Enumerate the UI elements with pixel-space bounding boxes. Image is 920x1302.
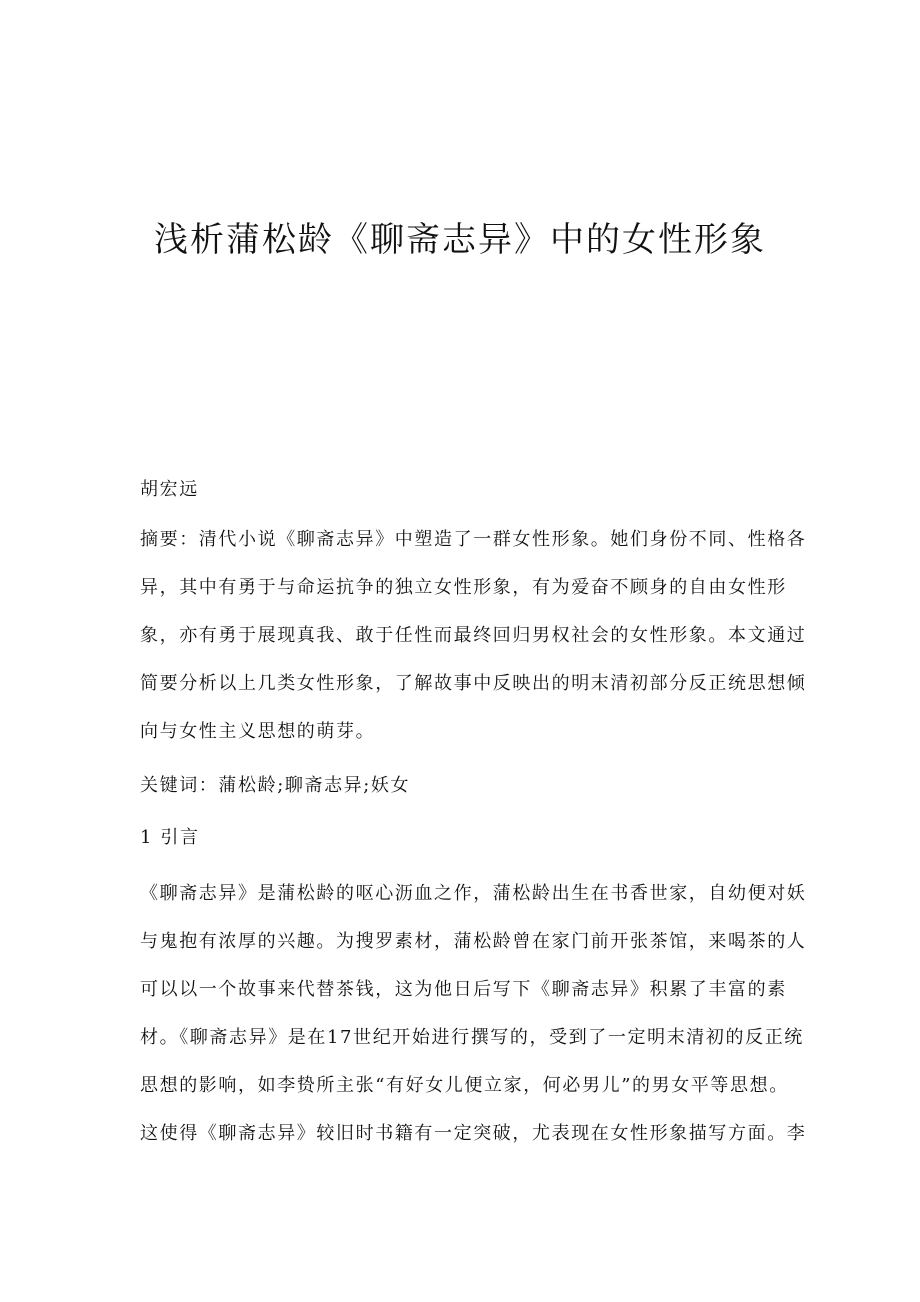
body-line: 材。《聊斋志异》是在17世纪开始进行撰写的，受到了一定明末清初的反正统 (140, 1027, 804, 1048)
abstract-line: 简要分析以上几类女性形象，了解故事中反映出的明末清初部分反正统思想倾 (140, 673, 807, 694)
abstract-line: 摘要：清代小说《聊斋志异》中塑造了一群女性形象。她们身份不同、性格各 (140, 529, 807, 550)
abstract-line: 象，亦有勇于展现真我、敢于任性而最终回归男权社会的女性形象。本文通过 (140, 625, 807, 646)
abstract-line: 异，其中有勇于与命运抗争的独立女性形象，有为爱奋不顾身的自由女性形 (140, 577, 787, 598)
body-line: 思想的影响，如李贽所主张“有好女儿便立家，何必男儿”的男女平等思想。 (140, 1075, 789, 1096)
page-title: 浅析蒲松龄《聊斋志异》中的女性形象 (154, 220, 766, 260)
section-heading: 1 引言 (140, 827, 200, 848)
author-name: 胡宏远 (140, 479, 199, 500)
body-line: 这使得《聊斋志异》较旧时书籍有一定突破，尤表现在女性形象描写方面。李 (140, 1123, 807, 1144)
body-line: 与鬼抱有浓厚的兴趣。为搜罗素材，蒲松龄曾在家门前开张茶馆，来喝茶的人 (140, 931, 807, 952)
body-paragraph (140, 870, 807, 1158)
keywords-line: 关键词：蒲松龄;聊斋志异;妖女 (140, 775, 411, 796)
abstract-paragraph (140, 516, 807, 756)
abstract-line: 向与女性主义思想的萌芽。 (140, 721, 376, 742)
body-line: 可以以一个故事来代替茶钱，这为他日后写下《聊斋志异》积累了丰富的素 (140, 979, 787, 1000)
body-line: 《聊斋志异》是蒲松龄的呕心沥血之作，蒲松龄出生在书香世家，自幼便对妖 (140, 883, 807, 904)
document-body (140, 466, 807, 1158)
